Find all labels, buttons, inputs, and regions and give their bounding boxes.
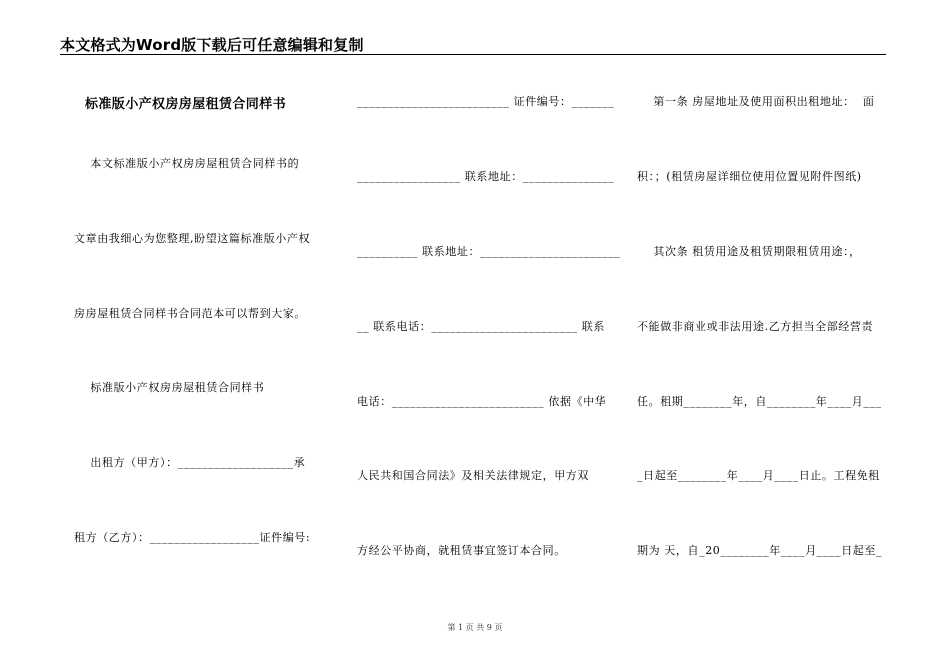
text-line: 其次条 租赁用途及租赁期限租赁用途：， [637, 245, 861, 258]
text-line: 租方（乙方）：__________________证件编号: [74, 531, 311, 544]
text-line: 文章由我细心为您整理,盼望这篇标准版小产权 [74, 232, 311, 245]
text-line: 标准版小产权房房屋租赁合同样书 [74, 381, 265, 394]
text-line: _________________________ 证件编号：_______ [357, 95, 615, 108]
text-line: __________ 联系地址：_______________________ [357, 245, 621, 258]
text-line: __ 联系电话：________________________ 联系 [357, 320, 605, 333]
text-line: 房房屋租赁合同样书合同范本可以帮到大家。 [74, 307, 306, 320]
page-number: 第 1 页 共 9 页 [447, 623, 503, 632]
document-header: 本文格式为Word版下载后可任意编辑和复制 [60, 36, 364, 54]
text-line: 第一条 房屋地址及使用面积出租地址： 面 [637, 95, 875, 108]
text-line: 电话：_________________________ 依据《中华 [357, 395, 607, 408]
text-line: 人民共和国合同法》及相关法律规定，甲方双 [357, 469, 589, 482]
header-divider [60, 54, 886, 55]
text-line: 不能做非商业或非法用途.乙方担当全部经营责 [637, 320, 874, 333]
text-line: 任。租期________年，自________年____月___ [637, 395, 882, 408]
text-line: _________________ 联系地址：_______________ [357, 170, 615, 183]
text-line: 期为 天，自_20________年____月____日起至_ [637, 544, 883, 557]
text-line: 本文标准版小产权房房屋租赁合同样书的 [74, 157, 300, 170]
text-line: 方经公平协商，就租赁事宜签订本合同。 [357, 544, 566, 557]
text-line: 积：；(租赁房屋详细位使用位置见附件图纸) [637, 170, 862, 183]
document-title: 标准版小产权房房屋租赁合同样书 [85, 97, 287, 112]
text-line: 出租方（甲方）：___________________承 [74, 456, 306, 469]
text-line: _日起至________年____月____日止。工程免租 [637, 469, 880, 482]
